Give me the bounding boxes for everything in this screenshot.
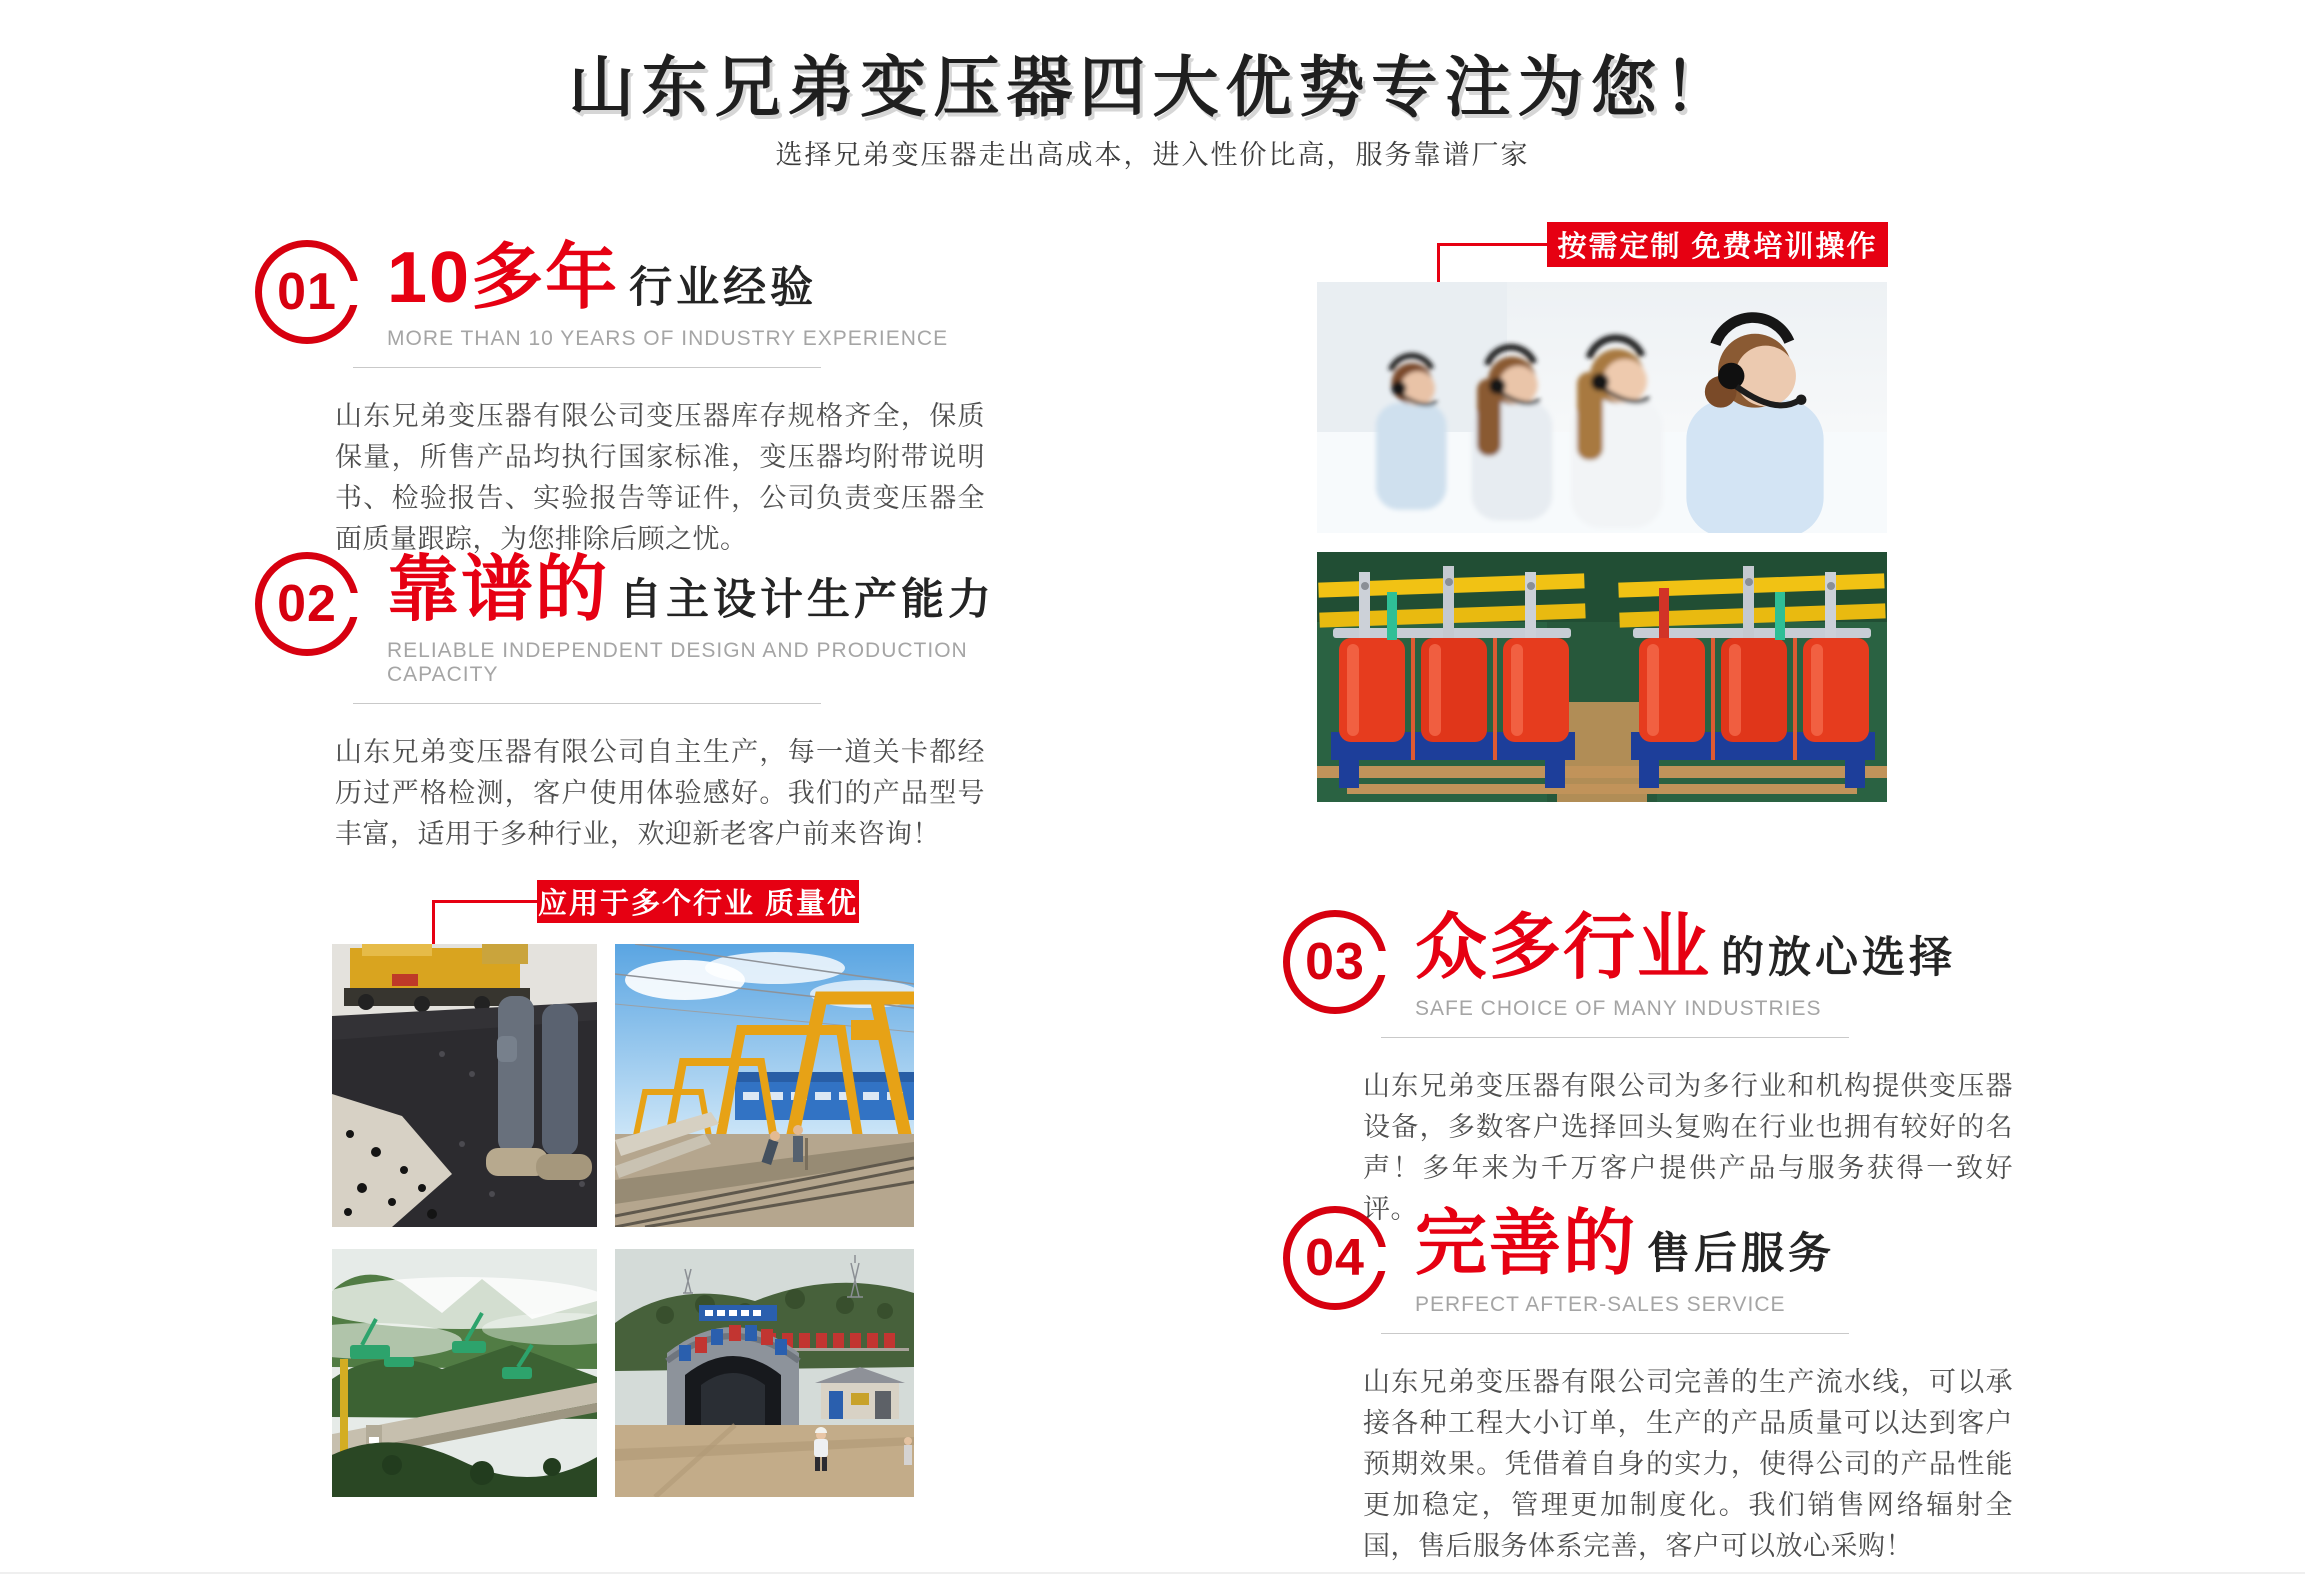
photo-asphalt-paving	[332, 944, 597, 1227]
divider	[353, 367, 821, 368]
advantage-02-headline-en: RELIABLE INDEPENDENT DESIGN AND PRODUCTION CAPACITY	[387, 638, 968, 686]
call-center-team-photo	[1317, 282, 1887, 533]
page-title: 山东兄弟变压器四大优势专注为您！	[568, 50, 1737, 124]
photo-call-center	[1317, 282, 1887, 533]
advantage-04-headline-highlight: 完善的	[1415, 1204, 1638, 1284]
tunnel-construction-photo	[615, 1249, 914, 1497]
advantage-01-headline: 行业经验	[629, 264, 818, 312]
asphalt-paving-photo	[332, 944, 597, 1227]
advantage-03-headline-en: SAFE CHOICE OF MANY INDUSTRIES	[1415, 996, 1822, 1020]
gantry-crane-railway-photo	[615, 944, 914, 1227]
advantage-01-header	[255, 240, 1035, 368]
advantage-03-header	[1283, 910, 2063, 1038]
advantage-04-number-badge	[1283, 1206, 1387, 1310]
callout-connector-v	[432, 900, 435, 947]
divider	[0, 1572, 2305, 1574]
advantage-02-number-badge	[255, 552, 359, 656]
callout-multi-industry: 应用于多个行业 质量优	[537, 880, 859, 923]
advantage-02-description: 山东兄弟变压器有限公司自主生产，每一道关卡都经历过严格检测，客户使用体验感好。我们的产品型号丰富，适用于多种行业，欢迎新老客户前来咨询！	[335, 736, 985, 849]
advantage-03-description: 山东兄弟变压器有限公司为多行业和机构提供变压器设备，多数客户选择回头复购在行业也拥有较好的名声！多年来为千万客户提供产品与服务获得一致好评。	[1363, 1070, 2013, 1224]
advantage-section-04	[1283, 1206, 2063, 1567]
divider	[1381, 1037, 1849, 1038]
advantage-section-01	[255, 240, 1035, 560]
callout-connector-v	[1437, 243, 1440, 285]
background-agents	[1376, 338, 1663, 528]
advantage-section-02	[255, 552, 1035, 855]
advantage-02-headline: 自主设计生产能力	[619, 576, 996, 624]
advantage-section-03	[1283, 910, 2063, 1230]
photo-bridge-construction	[332, 1249, 597, 1497]
bridge-construction-photo	[332, 1249, 597, 1497]
callout-connector-h	[432, 900, 537, 903]
callout-connector-h	[1437, 243, 1547, 246]
photo-gantry-crane	[615, 944, 914, 1227]
page-subtitle: 选择兄弟变压器走出高成本，进入性价比高，服务靠谱厂家	[775, 140, 1530, 170]
advantage-01-description: 山东兄弟变压器有限公司变压器库存规格齐全，保质保量，所售产品均执行国家标准，变压器均附带说明书、检验报告、实验报告等证件，公司负责变压器全面质量跟踪，为您排除后顾之忧。	[335, 400, 985, 554]
photo-tunnel-construction	[615, 1249, 914, 1497]
advantage-04-description: 山东兄弟变压器有限公司完善的生产流水线，可以承接各种工程大小订单，生产的产品质量可以达到客户预期效果。凭借着自身的实力，使得公司的产品性能更加稳定，管理更加制度化。我们销售网络辐射全国，售后服务体系完善，客户可以放心采购！	[1363, 1366, 2013, 1561]
advantage-01-number: 01	[277, 263, 337, 321]
advantage-04-headline: 售后服务	[1647, 1230, 1836, 1278]
advantage-03-headline-highlight: 众多行业	[1415, 908, 1712, 988]
advantage-04-header	[1283, 1206, 2063, 1334]
advantage-01-number-badge	[255, 240, 359, 344]
advantage-03-number: 03	[1305, 933, 1365, 991]
advantage-04-headline-en: PERFECT AFTER-SALES SERVICE	[1415, 1292, 1786, 1316]
advantage-02-number: 02	[277, 575, 337, 633]
photo-transformers	[1317, 552, 1887, 802]
divider	[1381, 1333, 1849, 1334]
advantage-03-number-badge	[1283, 910, 1387, 1014]
advantage-02-headline-highlight: 靠谱的	[387, 550, 610, 630]
advantage-02-header	[255, 552, 1035, 704]
divider	[353, 703, 821, 704]
advantage-04-number: 04	[1305, 1229, 1365, 1287]
advantage-01-headline-highlight: 10多年	[387, 238, 620, 318]
site-worker	[904, 1437, 912, 1465]
dry-type-transformer-photo	[1317, 552, 1887, 802]
advantage-01-headline-en: MORE THAN 10 YEARS OF INDUSTRY EXPERIENCE	[387, 326, 949, 350]
callout-custom-training: 按需定制 免费培训操作	[1547, 222, 1888, 267]
advantage-03-headline: 的放心选择	[1721, 934, 1957, 982]
